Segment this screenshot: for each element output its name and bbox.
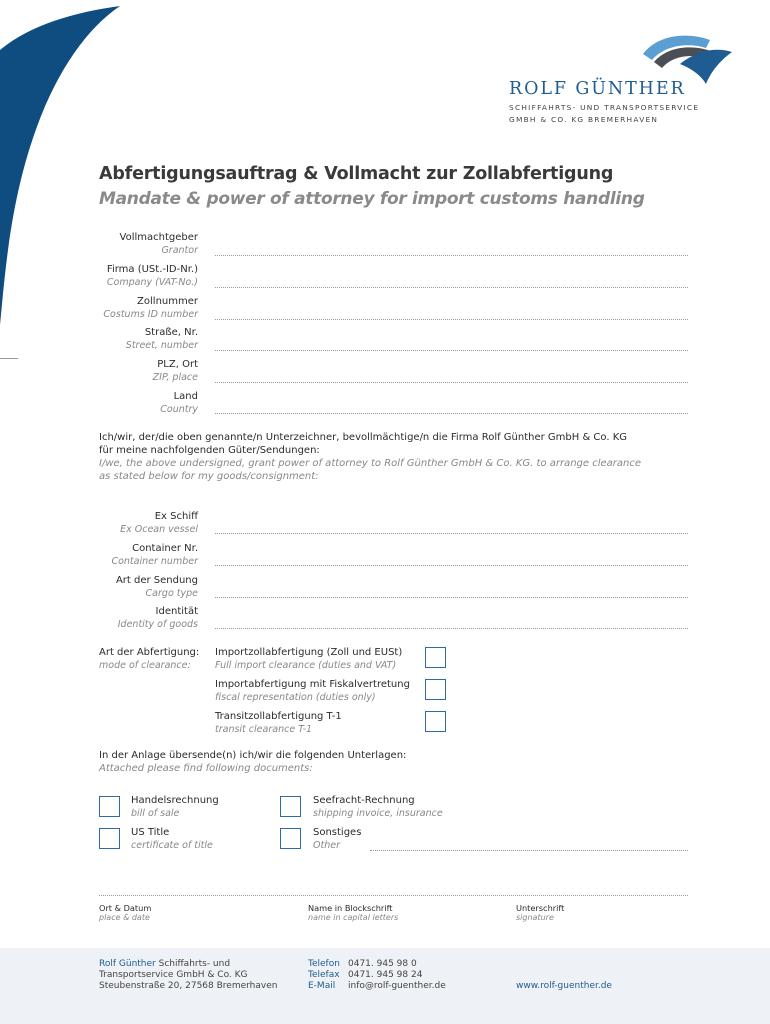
place-date-label: Ort & Datum (99, 903, 152, 913)
footer-company-line-2: Transportservice GmbH & Co. KG (99, 970, 248, 980)
signature-line[interactable] (99, 895, 688, 896)
certificate-of-title-label: US Title (131, 827, 170, 838)
vessel-label: Ex Schiff Ex Ocean vessel (120, 511, 198, 535)
full-import-clearance-checkbox[interactable] (425, 647, 446, 668)
goods-identity-label: Identität Identity of goods (117, 606, 198, 630)
signature-label: Unterschrift (516, 903, 565, 913)
place-date-label-en: place & date (99, 913, 150, 922)
goods-identity-field[interactable] (215, 628, 688, 629)
documents-intro: In der Anlage übersende(n) ich/wir die folgenden Unterlagen: (99, 750, 407, 761)
certificate-of-title-label-en: certificate of title (131, 840, 213, 851)
signature-label-en: signature (516, 913, 554, 922)
name-capitals-label: Name in Blockschrift (308, 903, 393, 913)
full-import-clearance-label-en: Full import clearance (duties and VAT) (215, 660, 397, 671)
authorization-text-en-1: I/we, the above undersigned, grant power of attorney to Rolf Günther GmbH & Co. KG. to arrange clearance (99, 458, 641, 469)
customs-id-label: Zollnummer Costums ID number (103, 296, 198, 320)
company-vat-field[interactable] (215, 287, 688, 288)
vessel-field[interactable] (215, 533, 688, 534)
bill-of-sale-label-en: bill of sale (131, 808, 180, 819)
footer-fax: 0471. 945 98 24 (348, 970, 423, 980)
company-tagline-2: GMBH & CO. KG BREMERHAVEN (509, 115, 659, 124)
footer-address: Steubenstraße 20, 27568 Bremerhaven (99, 981, 278, 991)
customs-id-field[interactable] (215, 319, 688, 320)
footer-phone: 0471. 945 98 0 (348, 959, 417, 969)
footer-website-link[interactable]: www.rolf-guenther.de (516, 981, 612, 991)
certificate-of-title-checkbox[interactable] (99, 828, 120, 849)
country-label: Land Country (160, 391, 198, 415)
grantor-field[interactable] (215, 255, 688, 256)
other-documents-checkbox[interactable] (280, 828, 301, 849)
company-logo-icon (640, 26, 735, 86)
footer-phone-label: Telefon (308, 959, 340, 969)
street-label: Straße, Nr. Street, number (125, 327, 198, 351)
fiscal-representation-label-en: fiscal representation (duties only) (215, 692, 376, 703)
footer-email-label: E-Mail (308, 981, 336, 991)
shipping-invoice-label-en: shipping invoice, insurance (313, 808, 443, 819)
name-capitals-label-en: name in capital letters (308, 913, 399, 922)
fold-mark (0, 358, 18, 359)
container-number-field[interactable] (215, 565, 688, 566)
clearance-mode-label: Art der Abfertigung: (99, 647, 200, 658)
transit-clearance-checkbox[interactable] (425, 711, 446, 732)
country-field[interactable] (215, 413, 688, 414)
other-documents-label: Sonstiges (313, 827, 362, 838)
container-number-label: Container Nr. Container number (111, 543, 198, 567)
zip-place-label: PLZ, Ort ZIP, place (152, 359, 198, 383)
fiscal-representation-label: Importabfertigung mit Fiskalvertretung (215, 679, 410, 690)
cargo-type-label: Art der Sendung Cargo type (115, 575, 198, 599)
transit-clearance-label: Transitzollabfertigung T-1 (215, 711, 342, 722)
company-tagline-1: SCHIFFAHRTS- UND TRANSPORTSERVICE (509, 103, 700, 112)
footer-fax-label: Telefax (308, 970, 340, 980)
clearance-mode-label-en: mode of clearance: (99, 660, 191, 671)
shipping-invoice-label: Seefracht-Rechnung (313, 795, 415, 806)
company-vat-label: Firma (USt.-ID-Nr.) Company (VAT-No.) (106, 264, 198, 288)
zip-place-field[interactable] (215, 382, 688, 383)
street-field[interactable] (215, 350, 688, 351)
shipping-invoice-checkbox[interactable] (280, 796, 301, 817)
authorization-text-en-2: as stated below for my goods/consignment: (99, 471, 319, 482)
bill-of-sale-label: Handelsrechnung (131, 795, 219, 806)
other-documents-label-en: Other (313, 840, 340, 851)
document-title: Abfertigungsauftrag & Vollmacht zur Zollabfertigung (99, 164, 614, 184)
fiscal-representation-checkbox[interactable] (425, 679, 446, 700)
footer-email-link[interactable]: info@rolf-guenther.de (348, 981, 446, 991)
cargo-type-field[interactable] (215, 597, 688, 598)
document-subtitle: Mandate & power of attorney for import customs handling (99, 189, 645, 209)
company-name: ROLF GÜNTHER (509, 79, 686, 99)
grantor-label: Vollmachtgeber Grantor (119, 232, 198, 256)
footer-company-line-1: Rolf Günther Schiffahrts- und (99, 959, 231, 969)
authorization-text-de-1: Ich/wir, der/die oben genannte/n Unterzeichner, bevollmächtige/n die Firma Rolf Günther GmbH & Co. KG (99, 432, 628, 443)
bill-of-sale-checkbox[interactable] (99, 796, 120, 817)
full-import-clearance-label: Importzollabfertigung (Zoll und EUSt) (215, 647, 403, 658)
authorization-text-de-2: für meine nachfolgenden Güter/Sendungen: (99, 445, 320, 456)
other-documents-field[interactable] (370, 850, 688, 851)
documents-intro-en: Attached please find following documents: (99, 763, 313, 774)
transit-clearance-label-en: transit clearance T-1 (215, 724, 313, 735)
